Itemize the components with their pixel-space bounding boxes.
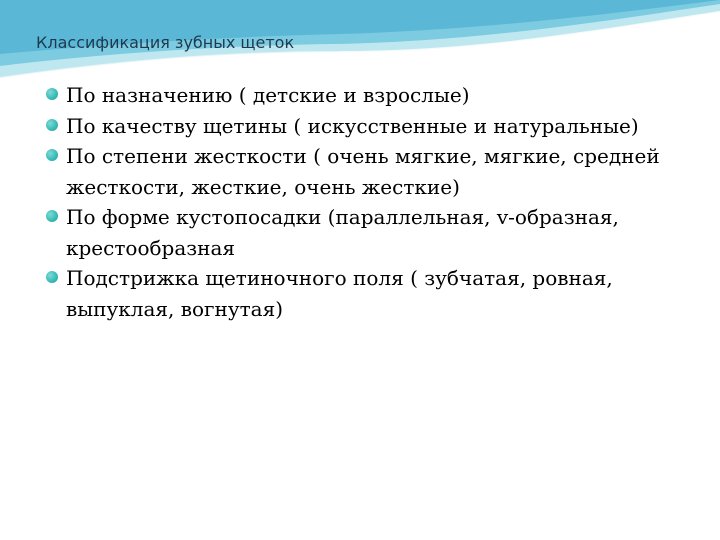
bullet-text: По степени жесткости ( очень мягкие, мягкие, средней жесткости, жесткие, очень жесткие): [66, 144, 660, 199]
bullet-item-stiffness: [46, 141, 686, 202]
bullet-text: По форме кустопосадки (параллельная, v-образная, крестообразная: [66, 205, 619, 260]
bullet-item-trimming: [46, 263, 686, 324]
bullet-text: Подстрижка щетиночного поля ( зубчатая, ровная, выпуклая, вогнутая): [66, 266, 613, 321]
bullet-text: По качеству щетины ( искусственные и натуральные): [66, 113, 639, 138]
bullet-item-tuft-shape: [46, 202, 686, 263]
bullet-item-purpose: [46, 80, 686, 111]
bullet-icon: [46, 210, 58, 222]
bullet-list: [46, 80, 686, 324]
bullet-item-bristle-quality: [46, 111, 686, 142]
bullet-icon: [46, 149, 58, 161]
bullet-icon: [46, 119, 58, 131]
bullet-icon: [46, 88, 58, 100]
bullet-text: По назначению ( детские и взрослые): [66, 83, 470, 107]
slide-title: Классификация зубных щеток: [36, 33, 295, 52]
bullet-icon: [46, 271, 58, 283]
